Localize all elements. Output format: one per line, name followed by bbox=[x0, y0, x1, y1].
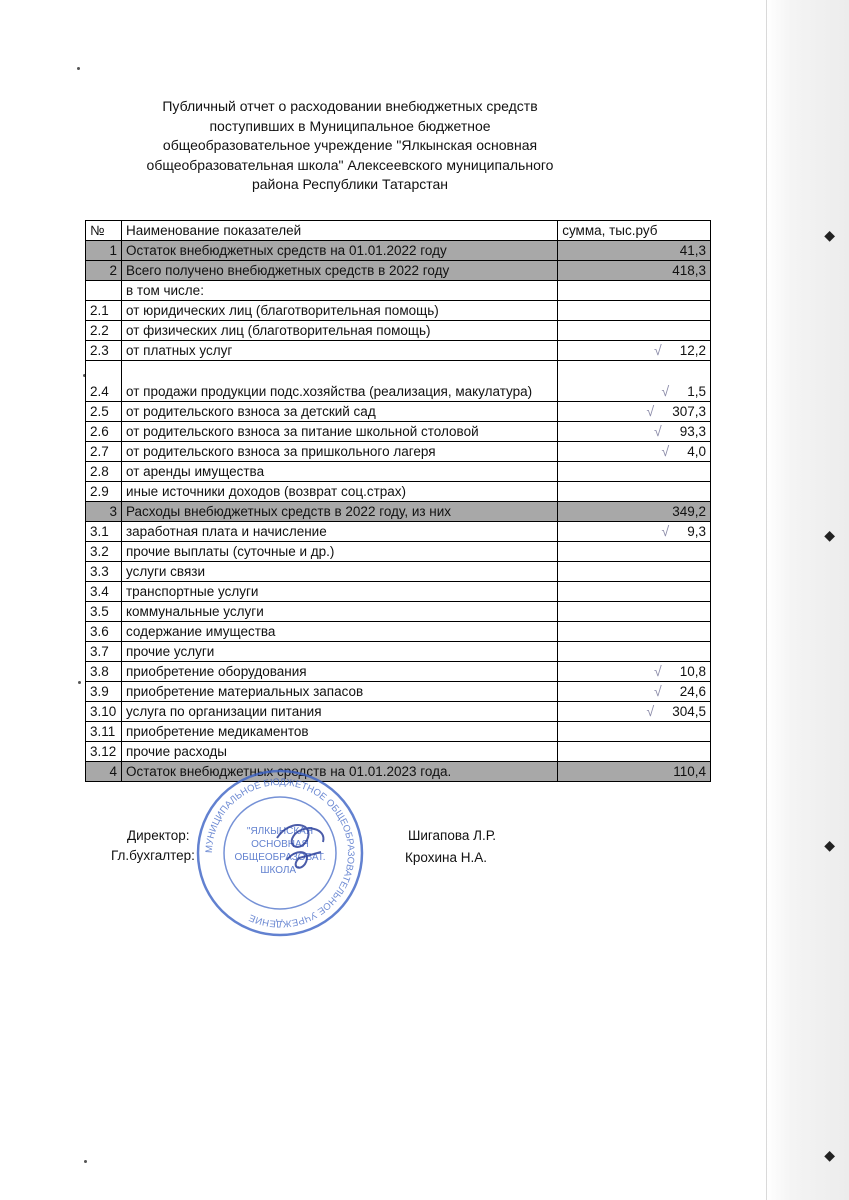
table-row bbox=[86, 482, 711, 502]
scan-edge-shadow bbox=[767, 0, 849, 1200]
table-row bbox=[86, 762, 711, 782]
table-row bbox=[86, 462, 711, 482]
seal-center-line: ОСНОВНАЯ bbox=[251, 839, 309, 850]
row-number: 3.5 bbox=[86, 602, 122, 622]
row-amount bbox=[558, 702, 711, 722]
row-number: 3.6 bbox=[86, 622, 122, 642]
row-number bbox=[86, 281, 122, 301]
table-row bbox=[86, 241, 711, 261]
row-amount bbox=[558, 562, 711, 582]
amount-value: 10,8 bbox=[679, 664, 706, 679]
row-indicator-name: от физических лиц (благотворительная помощь) bbox=[121, 321, 557, 341]
row-amount bbox=[558, 502, 711, 522]
row-amount bbox=[558, 402, 711, 422]
table-row bbox=[86, 402, 711, 422]
table-row bbox=[86, 562, 711, 582]
row-number: 4 bbox=[86, 762, 122, 782]
table-row bbox=[86, 582, 711, 602]
title-line: Публичный отчет о расходовании внебюджетных средств bbox=[162, 98, 538, 114]
table-row bbox=[86, 321, 711, 341]
row-indicator-name: от юридических лиц (благотворительная помощь) bbox=[121, 301, 557, 321]
row-number: 3.10 bbox=[86, 702, 122, 722]
row-indicator-name: иные источники доходов (возврат соц.страх) bbox=[121, 482, 557, 502]
amount-value: 41,3 bbox=[679, 243, 706, 258]
row-amount bbox=[558, 281, 711, 301]
amount-value: 24,6 bbox=[679, 684, 706, 699]
row-amount bbox=[558, 241, 711, 261]
table-row bbox=[86, 422, 711, 442]
accountant-label: Гл.бухгалтер: bbox=[111, 848, 195, 863]
table-row bbox=[86, 662, 711, 682]
table-row bbox=[86, 702, 711, 722]
row-number: 3.4 bbox=[86, 582, 122, 602]
row-amount bbox=[558, 622, 711, 642]
row-amount bbox=[558, 722, 711, 742]
row-indicator-name: приобретение оборудования bbox=[121, 662, 557, 682]
table-header-row bbox=[86, 221, 711, 241]
seal-center-line: "ЯЛКЫНСКАЯ bbox=[246, 826, 314, 837]
table-row bbox=[86, 682, 711, 702]
table-row bbox=[86, 542, 711, 562]
row-number: 2.5 bbox=[86, 402, 122, 422]
row-indicator-name: услуги связи bbox=[121, 562, 557, 582]
amount-value: 304,5 bbox=[672, 704, 706, 719]
header-num: № bbox=[86, 221, 122, 241]
row-number: 3.11 bbox=[86, 722, 122, 742]
punch-hole-mark: ◆ bbox=[824, 227, 835, 243]
row-amount bbox=[558, 361, 711, 402]
table-row bbox=[86, 341, 711, 361]
row-indicator-name: приобретение материальных запасов bbox=[121, 682, 557, 702]
director-label: Директор: bbox=[127, 828, 190, 843]
row-indicator-name: прочие расходы bbox=[121, 742, 557, 762]
title-line: района Республики Татарстан bbox=[251, 176, 449, 192]
row-indicator-name: от платных услуг bbox=[121, 341, 557, 361]
checkmark-icon: √ bbox=[654, 342, 662, 358]
table-row bbox=[86, 522, 711, 542]
table-row bbox=[86, 442, 711, 462]
checkmark-icon: √ bbox=[654, 423, 662, 439]
title-line: поступивших в Муниципальное бюджетное bbox=[209, 117, 491, 134]
table-row bbox=[86, 602, 711, 622]
row-number: 1 bbox=[86, 241, 122, 261]
amount-value: 307,3 bbox=[672, 404, 706, 419]
row-indicator-name: транспортные услуги bbox=[121, 582, 557, 602]
accountant-name: Крохина Н.А. bbox=[405, 850, 487, 865]
amount-value: 93,3 bbox=[679, 424, 706, 439]
row-indicator-name: прочие выплаты (суточные и др.) bbox=[121, 542, 557, 562]
checkmark-icon: √ bbox=[661, 383, 670, 399]
seal-center-line: ШКОЛА" bbox=[260, 865, 300, 876]
row-indicator-name: содержание имущества bbox=[121, 622, 557, 642]
row-amount bbox=[558, 602, 711, 622]
checkmark-icon: √ bbox=[654, 683, 662, 699]
punch-hole-mark: ◆ bbox=[824, 1147, 835, 1163]
header-name: Наименование показателей bbox=[121, 221, 557, 241]
table-row bbox=[86, 301, 711, 321]
row-amount bbox=[558, 522, 711, 542]
row-number: 2.4 bbox=[86, 361, 122, 402]
table-row bbox=[86, 361, 711, 402]
row-number: 3.8 bbox=[86, 662, 122, 682]
amount-value: 4,0 bbox=[687, 444, 706, 459]
table-row bbox=[86, 281, 711, 301]
row-indicator-name: приобретение медикаментов bbox=[121, 722, 557, 742]
row-number: 3.12 bbox=[86, 742, 122, 762]
row-indicator-name: от родительского взноса за пришкольного лагеря bbox=[121, 442, 557, 462]
scan-speck bbox=[84, 1160, 87, 1163]
row-number: 3.1 bbox=[86, 522, 122, 542]
row-number: 3.9 bbox=[86, 682, 122, 702]
checkmark-icon: √ bbox=[654, 663, 662, 679]
table-row bbox=[86, 742, 711, 762]
punch-hole-mark: ◆ bbox=[824, 527, 835, 543]
seal-center-line: ОБЩЕОБРАЗОВАТ. bbox=[234, 852, 326, 863]
amount-value: 12,2 bbox=[679, 343, 706, 358]
row-indicator-name: коммунальные услуги bbox=[121, 602, 557, 622]
row-number: 2.8 bbox=[86, 462, 122, 482]
row-amount bbox=[558, 762, 711, 782]
seal-ring-text: МУНИЦИПАЛЬНОЕ БЮДЖЕТНОЕ ОБЩЕОБРАЗОВАТЕЛЬНОЕ УЧРЕЖДЕНИЕ bbox=[203, 776, 357, 930]
row-indicator-name: заработная плата и начисление bbox=[121, 522, 557, 542]
row-amount bbox=[558, 682, 711, 702]
row-number: 2.9 bbox=[86, 482, 122, 502]
checkmark-icon: √ bbox=[661, 443, 670, 459]
row-amount bbox=[558, 301, 711, 321]
row-number: 2 bbox=[86, 261, 122, 281]
title-line: общеобразовательное учреждение "Ялкынская основная bbox=[162, 137, 538, 153]
row-amount bbox=[558, 542, 711, 562]
row-amount bbox=[558, 341, 711, 361]
row-indicator-name: Всего получено внебюджетных средств в 2022 году bbox=[121, 261, 557, 281]
table-row bbox=[86, 261, 711, 281]
row-amount bbox=[558, 422, 711, 442]
checkmark-icon: √ bbox=[661, 523, 670, 539]
row-amount bbox=[558, 582, 711, 602]
row-amount bbox=[558, 742, 711, 762]
official-seal bbox=[195, 768, 365, 938]
amount-value: 1,5 bbox=[687, 384, 706, 399]
row-number: 3.7 bbox=[86, 642, 122, 662]
row-indicator-name: прочие услуги bbox=[121, 642, 557, 662]
row-amount bbox=[558, 482, 711, 502]
row-number: 3 bbox=[86, 502, 122, 522]
header-value: сумма, тыс.руб bbox=[558, 221, 711, 241]
row-number: 3.3 bbox=[86, 562, 122, 582]
row-amount bbox=[558, 261, 711, 281]
table-row bbox=[86, 622, 711, 642]
amount-value: 349,2 bbox=[672, 504, 706, 519]
title-line: общеобразовательная школа" Алексеевского муниципального bbox=[146, 156, 554, 173]
row-number: 2.2 bbox=[86, 321, 122, 341]
row-number: 2.6 bbox=[86, 422, 122, 442]
row-indicator-name: от родительского взноса за детский сад bbox=[121, 402, 557, 422]
row-indicator-name: Остаток внебюджетных средств на 01.01.2023 года. bbox=[121, 762, 557, 782]
row-amount bbox=[558, 321, 711, 341]
checkmark-icon: √ bbox=[646, 403, 655, 419]
checkmark-icon: √ bbox=[646, 703, 655, 719]
amount-value: 9,3 bbox=[687, 524, 706, 539]
row-amount bbox=[558, 662, 711, 682]
amount-value: 418,3 bbox=[672, 263, 706, 278]
punch-hole-mark: ◆ bbox=[824, 837, 835, 853]
row-number: 2.7 bbox=[86, 442, 122, 462]
row-amount bbox=[558, 442, 711, 462]
row-indicator-name: от продажи продукции подс.хозяйства (реализация, макулатура) bbox=[121, 361, 557, 402]
report-table bbox=[85, 220, 711, 782]
director-name: Шигапова Л.Р. bbox=[408, 828, 496, 843]
scan-speck bbox=[77, 67, 80, 70]
report-title bbox=[100, 97, 600, 195]
row-amount bbox=[558, 642, 711, 662]
amount-value: 110,4 bbox=[673, 764, 706, 779]
row-indicator-name: от родительского взноса за питание школьной столовой bbox=[121, 422, 557, 442]
row-indicator-name: Остаток внебюджетных средств на 01.01.2022 году bbox=[121, 241, 557, 261]
row-number: 3.2 bbox=[86, 542, 122, 562]
row-number: 2.3 bbox=[86, 341, 122, 361]
row-indicator-name: в том числе: bbox=[121, 281, 557, 301]
row-indicator-name: от аренды имущества bbox=[121, 462, 557, 482]
table-row bbox=[86, 642, 711, 662]
scan-edge-line bbox=[766, 0, 767, 1200]
scan-speck bbox=[78, 681, 81, 684]
row-indicator-name: Расходы внебюджетных средств в 2022 году, из них bbox=[121, 502, 557, 522]
row-number: 2.1 bbox=[86, 301, 122, 321]
row-indicator-name: услуга по организации питания bbox=[121, 702, 557, 722]
row-amount bbox=[558, 462, 711, 482]
table-row bbox=[86, 722, 711, 742]
table-row bbox=[86, 502, 711, 522]
